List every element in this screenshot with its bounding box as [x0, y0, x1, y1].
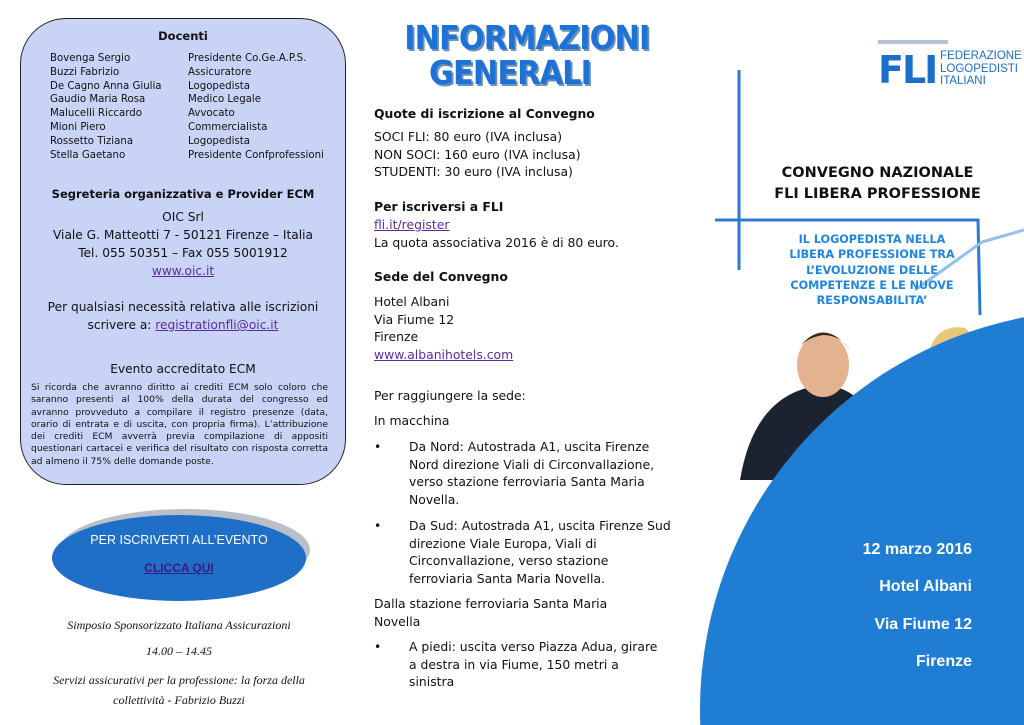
logo-bar: [878, 40, 948, 44]
register-cta[interactable]: [52, 515, 306, 601]
fees-title: Quote di iscrizione al Convegno: [374, 106, 595, 121]
docente-name: Stella Gaetano: [50, 149, 126, 161]
venue-line: Hotel Albani: [374, 294, 450, 309]
logo-subtitle: [940, 50, 1022, 88]
title-line-1: INFORMAZIONI: [404, 18, 650, 57]
docente-role: Commercialista: [188, 121, 268, 133]
contact-prefix: scrivere a:: [87, 318, 156, 332]
conference-theme: [752, 232, 992, 308]
direction-item: • Da Nord: Autostrada A1, uscita Firenze Nord direzione Viali di Circonvallazione, verso stazione ferroviaria Santa Maria Novella.: [374, 438, 674, 508]
theme-line: LIBERA PROFESSIONE TRA: [789, 248, 955, 262]
venue-line: Firenze: [374, 329, 419, 344]
contact-line: Per qualsiasi necessità relativa alle iscrizioni: [47, 300, 319, 314]
org-address: Viale G. Matteotti 7 - 50121 Firenze – Italia: [52, 228, 314, 242]
theme-line: RESPONSABILITA’: [816, 294, 928, 308]
reach-title: Per raggiungere la sede:: [374, 388, 526, 403]
logo-text: FLI: [878, 48, 937, 92]
conference-title: [740, 163, 1015, 205]
register-note: La quota associativa 2016 è di 80 euro.: [374, 234, 619, 250]
theme-line: L’EVOLUZIONE DELLE: [806, 263, 938, 277]
docente-role: Presidente Co.Ge.A.P.S.: [188, 53, 307, 64]
car-title: In macchina: [374, 413, 450, 428]
docenti-title: Docenti: [158, 29, 208, 43]
direction-item: • A piedi: uscita verso Piazza Adua, girare a destra in via Fiume, 150 metri a sinistra: [374, 638, 664, 691]
docenti-roles: [188, 52, 343, 162]
logo-sub-line: LOGOPEDISTI: [940, 62, 1018, 75]
docente-role: Logopedista: [188, 135, 251, 147]
org-site-link[interactable]: www.oic.it: [151, 264, 215, 278]
title-line-2: GENERALI: [429, 53, 591, 92]
docente-name: Rossetto Tiziana: [50, 135, 134, 147]
contact-email-link[interactable]: registrationfli@oic.it: [155, 318, 279, 332]
docente-role: Presidente Confprofessioni: [188, 149, 324, 161]
segreteria-title: Segreteria organizzativa e Provider ECM: [51, 187, 315, 201]
docente-name: Buzzi Fabrizio: [50, 66, 120, 78]
conference-title-line: CONVEGNO NAZIONALE: [781, 165, 974, 181]
segreteria-info: [20, 208, 346, 280]
docente-name: Mioni Piero: [50, 121, 106, 133]
event-date: 12 marzo 2016: [862, 541, 972, 558]
symposium-talk-line: collettività - Fabrizio Buzzi: [113, 693, 245, 707]
symposium-title: Simposio Sponsorizzato Italiana Assicurazioni: [67, 618, 291, 632]
theme-line: IL LOGOPEDISTA NELLA: [798, 233, 946, 246]
org-name: OIC Srl: [162, 210, 204, 224]
docente-role: Assicuratore: [188, 66, 252, 78]
docente-role: Medico Legale: [188, 94, 261, 106]
symposium-talk: [20, 670, 338, 710]
docente-name: De Cagno Anna Giulia: [50, 80, 162, 92]
docente-role: Avvocato: [188, 108, 235, 120]
fee-item: NON SOCI: 160 euro (IVA inclusa): [374, 146, 581, 162]
register-link[interactable]: fli.it/register: [374, 217, 450, 232]
ecm-note: Si ricorda che avranno diritto ai crediti ECM solo coloro che saranno presenti al 100% della durata del congresso ed avranno provveduto a compilare il registro presenze (data, orario di entrata e di uscita, con propria firma). L’attribuzione dei crediti ECM avverrà previa compilazione di appositi questionari cartacei e verifica del risultato con risposta corretta ad almeno il 75% delle domande poste.: [31, 382, 328, 467]
logo-sub-line: FEDERAZIONE: [940, 50, 1022, 62]
symposium-talk-line: Servizi assicurativi per la professione: la forza della: [53, 673, 305, 687]
fli-logo: [878, 42, 1022, 112]
logo-sub-line: ITALIANI: [940, 75, 986, 87]
docenti-names: [50, 52, 190, 162]
org-phone: Tel. 055 50351 – Fax 055 5001912: [78, 246, 288, 260]
cta-title: PER ISCRIVERTI ALL’EVENTO: [90, 533, 268, 547]
docente-name: Gaudio Maria Rosa: [50, 94, 146, 106]
docente-name: Bovenga Sergio: [50, 53, 131, 64]
docente-role: Logopedista: [188, 80, 251, 92]
conference-title-line: FLI LIBERA PROFESSIONE: [774, 186, 981, 202]
contact-info: [20, 298, 346, 334]
venue-link[interactable]: www.albanihotels.com: [374, 346, 514, 362]
venue-line: Via Fiume 12: [374, 311, 455, 327]
theme-line: COMPETENZE E LE NUOVE: [790, 278, 954, 292]
fee-item: STUDENTI: 30 euro (IVA inclusa): [374, 164, 573, 179]
symposium-time: 14.00 – 14.45: [146, 644, 212, 658]
venue-title: Sede del Convegno: [374, 269, 508, 284]
event-hotel: Hotel Albani: [879, 578, 972, 595]
register-title: Per iscriversi a FLI: [374, 199, 504, 214]
direction-item: • Da Sud: Autostrada A1, uscita Firenze Sud direzione Viale Europa, Viali di Circonvallazione, verso stazione ferroviaria Santa Maria Novella.: [374, 517, 674, 587]
docente-name: Malucelli Riccardo: [50, 108, 142, 120]
ecm-title: Evento accreditato ECM: [110, 362, 256, 376]
event-street: Via Fiume 12: [874, 616, 972, 633]
cta-link[interactable]: CLICCA QUI: [144, 561, 214, 575]
fee-item: SOCI FLI: 80 euro (IVA inclusa): [374, 129, 563, 144]
station-title: Dalla stazione ferroviaria Santa Maria Novella: [374, 596, 608, 629]
event-city: Firenze: [915, 653, 972, 670]
